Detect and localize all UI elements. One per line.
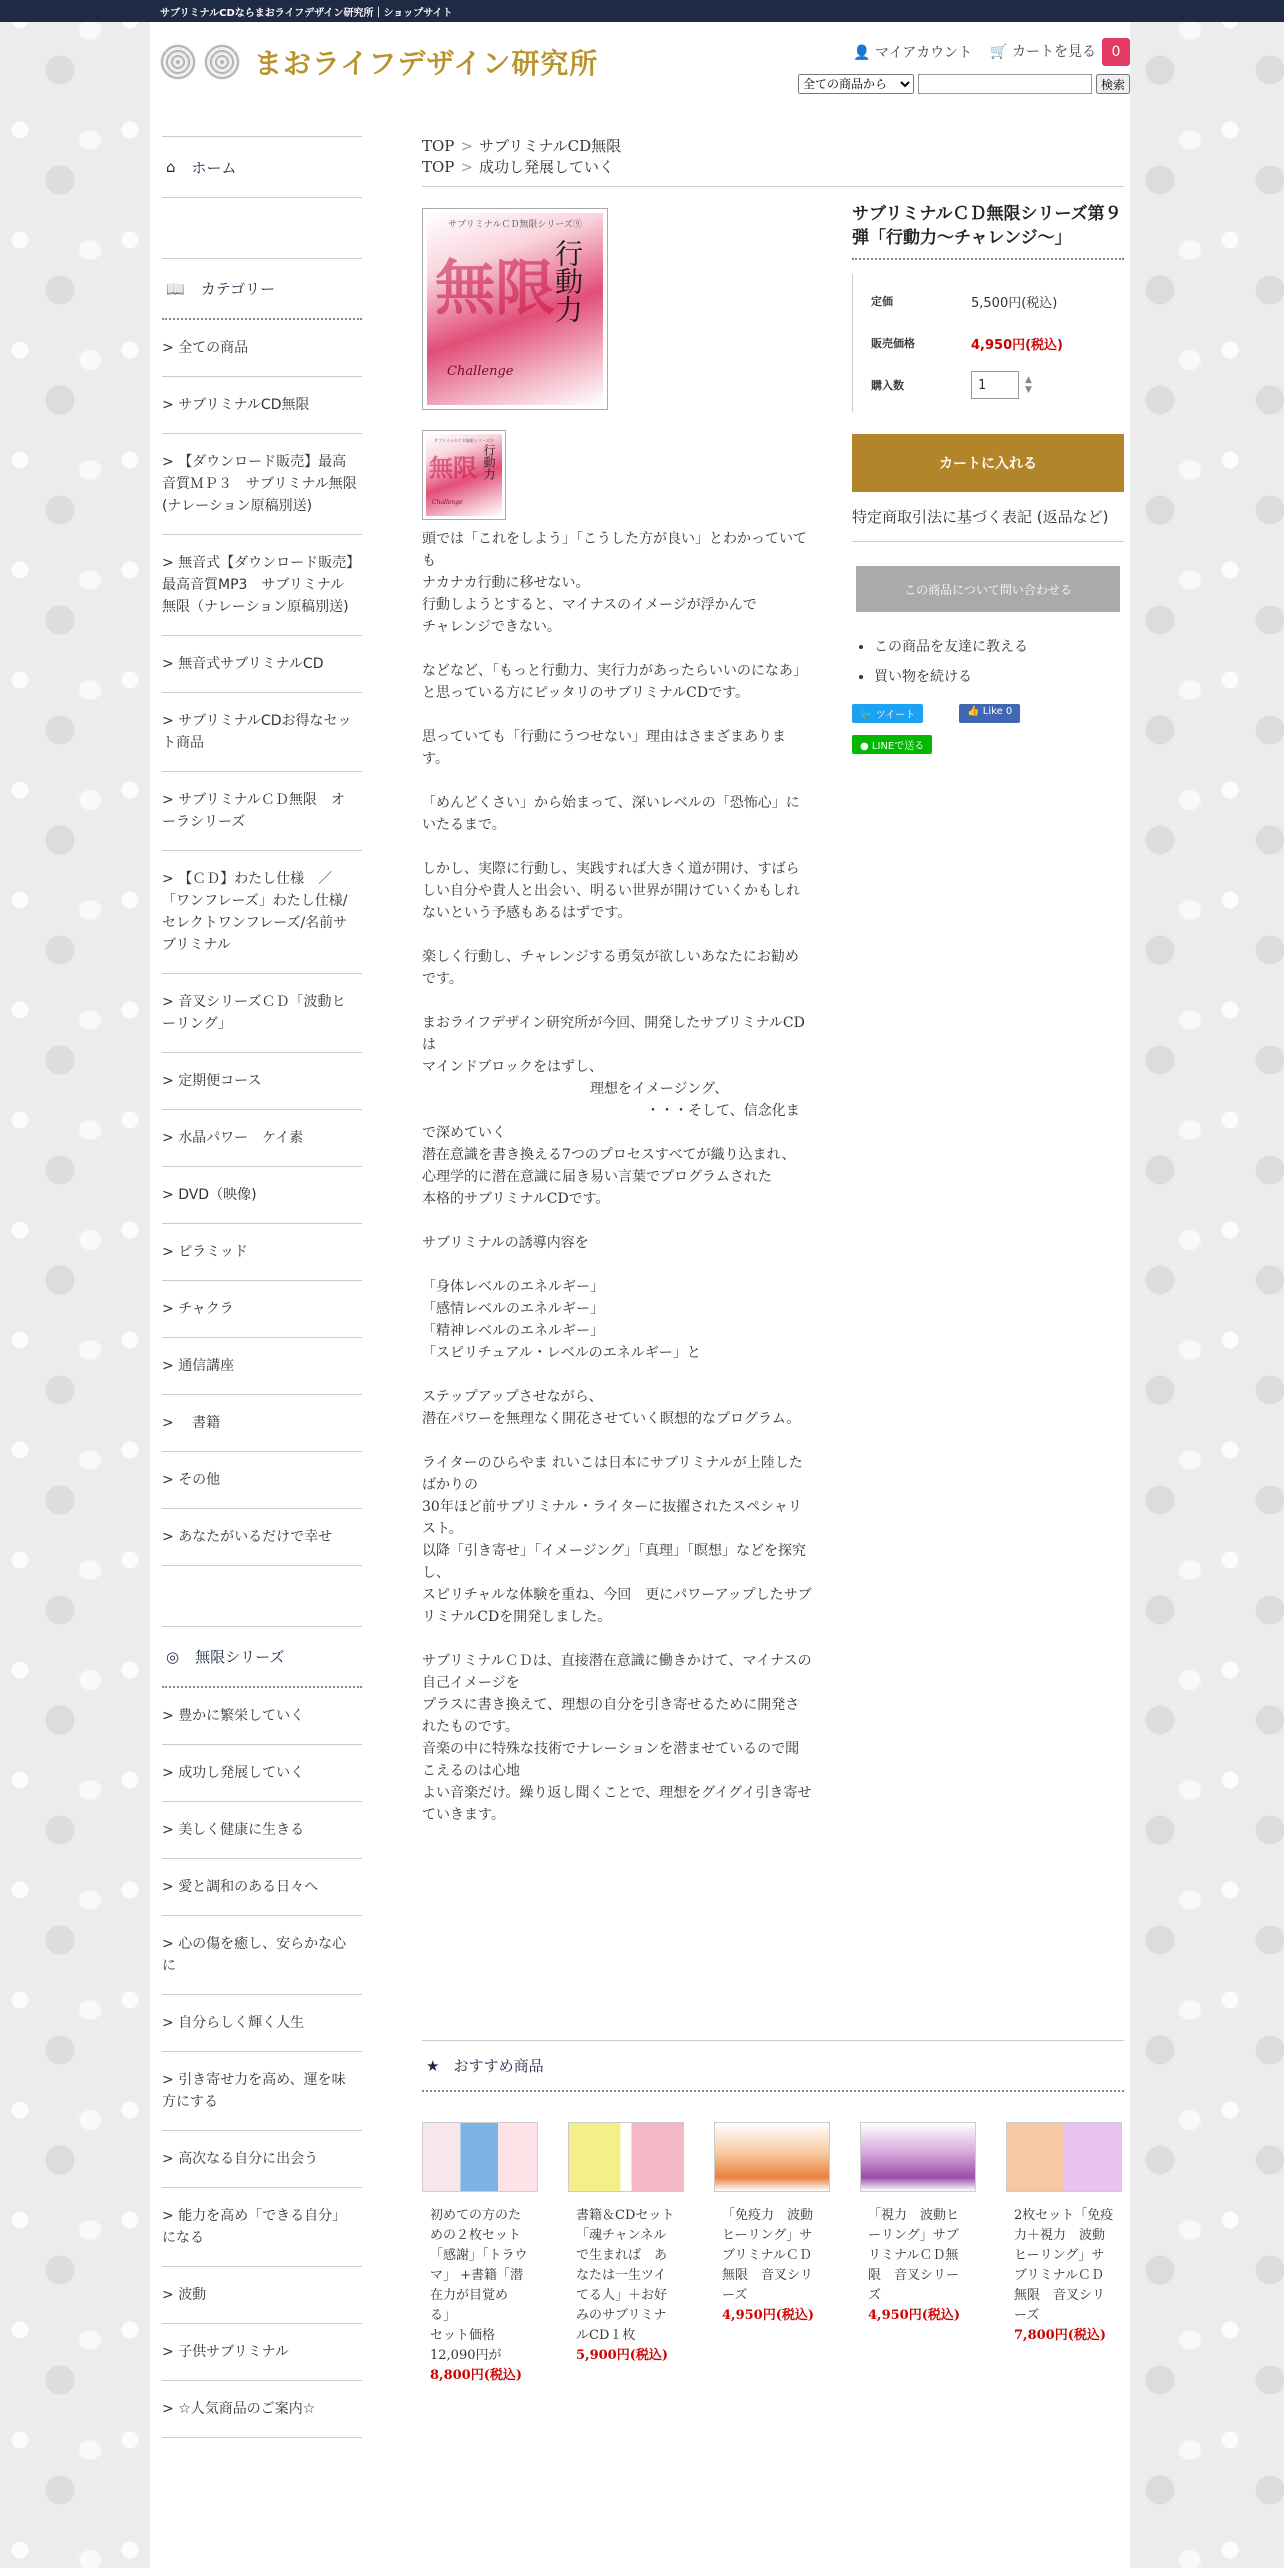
tell-friend-link[interactable]: • この商品を友達に教える xyxy=(874,632,1124,662)
sidebar-series-item[interactable]: > 自分らしく輝く人生 xyxy=(162,1995,362,2052)
breadcrumb-category-link[interactable]: 成功し発展していく xyxy=(478,158,614,176)
cart-icon: 🛒 xyxy=(990,44,1008,60)
cover-english-title: Challenge xyxy=(447,364,514,379)
product-main-image[interactable] xyxy=(422,208,608,410)
search-bar xyxy=(798,74,1130,94)
breadcrumb-top-link[interactable]: TOP xyxy=(422,137,455,155)
recommended-item-price: 4,950円(税込) xyxy=(868,2308,961,2323)
sidebar-series-item[interactable]: > 成功し発展していく xyxy=(162,1745,362,1802)
continue-shopping-link[interactable]: • 買い物を続ける xyxy=(874,662,1124,692)
sidebar-category-item[interactable]: > 無音式サブリミナルCD xyxy=(162,636,362,693)
breadcrumb-row xyxy=(422,157,1124,178)
sidebar-series-item[interactable]: > 愛と調和のある日々へ xyxy=(162,1859,362,1916)
recommended-item[interactable] xyxy=(1006,2122,1122,2386)
recommended-item-image[interactable] xyxy=(1006,2122,1122,2192)
search-input[interactable] xyxy=(918,74,1092,94)
sidebar xyxy=(162,136,368,2438)
home-icon: ⌂ xyxy=(166,158,176,176)
sidebar-category-item[interactable]: > 定期便コース xyxy=(162,1053,362,1110)
like-button[interactable] xyxy=(959,704,1020,723)
sale-price-row xyxy=(871,322,1124,364)
view-cart-link[interactable] xyxy=(990,38,1130,66)
spiral-icon: ◎ xyxy=(166,1647,180,1666)
breadcrumb-category-link[interactable]: サブリミナルCD無限 xyxy=(478,137,622,155)
sidebar-series-item[interactable]: > 引き寄せ力を高め、運を味方にする xyxy=(162,2052,362,2131)
list-price-value: 5,500円(税込) xyxy=(971,295,1058,311)
legal-notice-link[interactable]: 特定商取引法に基づく表記 (返品など) xyxy=(852,506,1124,542)
site-logo[interactable] xyxy=(160,42,598,82)
home-label: ホーム xyxy=(191,158,237,177)
recommended-heading-label: おすすめ商品 xyxy=(453,2057,544,2075)
add-to-cart-button[interactable]: カートに入れる xyxy=(852,434,1124,492)
sidebar-category-item[interactable]: > サブリミナルCD無限 xyxy=(162,377,362,434)
sidebar-category-item[interactable]: > サブリミナルＣＤ無限 オーラシリーズ xyxy=(162,772,362,851)
like-label: Like 0 xyxy=(982,706,1013,717)
cd-cover xyxy=(427,213,603,405)
sidebar-category-item[interactable]: > あなたがいるだけで幸せ xyxy=(162,1509,362,1566)
category-list xyxy=(162,320,368,1566)
recommended-item[interactable] xyxy=(860,2122,976,2386)
sidebar-category-item[interactable]: > チャクラ xyxy=(162,1281,362,1338)
series-heading xyxy=(162,1626,362,1688)
book-icon: 📖 xyxy=(166,279,185,298)
logo-text: まおライフデザイン研究所 xyxy=(254,47,599,80)
logo-spiral-icon xyxy=(204,44,240,80)
sidebar-category-item[interactable]: > 全ての商品 xyxy=(162,320,362,377)
breadcrumb-separator: > xyxy=(460,137,473,155)
recommended-item[interactable] xyxy=(568,2122,684,2386)
sidebar-category-item[interactable]: > 通信講座 xyxy=(162,1338,362,1395)
recommended-item[interactable] xyxy=(714,2122,830,2386)
cover-english-title: Challenge xyxy=(432,499,463,506)
cover-big-text: 無限 xyxy=(435,254,555,324)
social-buttons xyxy=(852,704,1124,723)
cover-vertical-title: 行動力 xyxy=(482,444,496,480)
quantity-stepper-icon[interactable]: ▲ ▼ xyxy=(1025,375,1032,395)
category-heading-label: カテゴリー xyxy=(200,280,276,298)
recommended-item-image[interactable] xyxy=(422,2122,538,2192)
recommended-item-name[interactable]: 「視力 波動ヒーリング」サブリミナルＣＤ無限 音叉シリーズ xyxy=(868,2208,960,2303)
sidebar-category-item[interactable]: > DVD（映像) xyxy=(162,1167,362,1224)
user-icon: 👤 xyxy=(853,45,871,61)
recommended-item-name[interactable]: 「免疫力 波動ヒーリング」サブリミナルＣＤ無限 音叉シリーズ xyxy=(722,2208,814,2303)
site-tagline: サブリミナルCDならまおライフデザイン研究所｜ショップサイト xyxy=(0,0,1284,22)
product-links xyxy=(852,632,1124,692)
list-price-label: 定価 xyxy=(871,295,893,308)
recommended-heading xyxy=(422,2040,1124,2092)
series-heading-label: 無限シリーズ xyxy=(195,1648,285,1666)
sidebar-category-item[interactable]: > 【ＣＤ】わたし仕様 ／「ワンフレーズ」わたし仕様/セレクトワンフレーズ/名前サブリミナル xyxy=(162,851,362,974)
recommended-item-name[interactable]: 初めての方のための２枚セット「感謝」「トラウマ」 +書籍「潜在力が目覚める」 セット価格 12,090円が xyxy=(430,2208,528,2363)
sidebar-category-item[interactable]: > 水晶パワー ケイ素 xyxy=(162,1110,362,1167)
recommended-item-price: 7,800円(税込) xyxy=(1014,2328,1107,2343)
star-icon: ★ xyxy=(426,2056,440,2075)
breadcrumb-separator: > xyxy=(460,158,473,176)
sidebar-category-item[interactable]: > サブリミナルCDお得なセット商品 xyxy=(162,693,362,772)
category-heading xyxy=(162,258,362,320)
recommended-section xyxy=(422,2040,1124,2386)
recommended-item[interactable] xyxy=(422,2122,538,2386)
breadcrumb-row xyxy=(422,136,1124,157)
recommended-grid xyxy=(422,2122,1124,2386)
sidebar-category-item[interactable]: > 書籍 xyxy=(162,1395,362,1452)
recommended-item-price: 5,900円(税込) xyxy=(576,2348,669,2363)
recommended-item-image[interactable] xyxy=(860,2122,976,2192)
search-scope-select[interactable] xyxy=(798,74,914,94)
quantity-label: 購入数 xyxy=(871,379,904,392)
page-container xyxy=(150,22,1130,2568)
sidebar-series-item[interactable]: > 美しく健康に生きる xyxy=(162,1802,362,1859)
cover-series-label: サブリミナルＣＤ無限シリーズ⑨ xyxy=(434,438,494,443)
inquiry-button[interactable]: この商品について問い合わせる xyxy=(856,566,1120,612)
my-account-link[interactable] xyxy=(853,42,972,62)
recommended-item-price: 4,950円(税込) xyxy=(722,2308,815,2323)
sale-price-value: 4,950円(税込) xyxy=(971,337,1064,353)
recommended-item-name[interactable]: 2枚セット「免疫力＋視力 波動ヒーリング」サブリミナルＣＤ無限 音叉シリーズ xyxy=(1014,2208,1114,2323)
sidebar-series-item[interactable]: > 豊かに繁栄していく xyxy=(162,1688,362,1745)
price-table xyxy=(852,274,1124,412)
sidebar-category-item[interactable]: > 音叉シリーズＣＤ「波動ヒーリング」 xyxy=(162,974,362,1053)
sidebar-category-item[interactable]: > 無音式【ダウンロード販売】 最高音質MP3 サブリミナル無限（ナレーション原稿別送) xyxy=(162,535,362,636)
quantity-row xyxy=(871,364,1124,406)
cd-cover-thumb xyxy=(426,434,502,516)
breadcrumb xyxy=(422,136,1124,187)
product-thumbnail[interactable] xyxy=(422,430,506,520)
sidebar-series-item[interactable]: > 子供サブリミナル xyxy=(162,2324,362,2381)
product-description xyxy=(422,528,812,1826)
my-account-label: マイアカウント xyxy=(874,45,973,61)
facebook-like-icon: 👍 xyxy=(967,706,980,717)
twitter-icon: 🐦 xyxy=(860,710,873,721)
sale-price-label: 販売価格 xyxy=(871,337,915,350)
recommended-item-name[interactable]: 書籍＆CDセット「魂チャンネルで生まれば あなたは一生ツイてる人」＋お好みのサブリミナルCD１枚 xyxy=(576,2208,675,2343)
cart-count-badge: 0 xyxy=(1102,38,1130,66)
line-icon: ● xyxy=(860,741,869,752)
breadcrumb-top-link[interactable]: TOP xyxy=(422,158,455,176)
tweet-button[interactable] xyxy=(852,704,923,723)
recommended-item-image[interactable] xyxy=(568,2122,684,2192)
sidebar-category-item[interactable]: > その他 xyxy=(162,1452,362,1509)
product-title: サブリミナルＣＤ無限シリーズ第９弾「行動力～チャレンジ～」 xyxy=(852,202,1124,260)
description-text: 頭では「これをしよう」「こうした方が良い」とわかっていても ナカナカ行動に移せない。 行動しようとすると、マイナスのイメージが浮かんで チャレンジできない。 などなど、「もっと行動力、実行力があったらいいのになあ」 と思っている方にピッタリのサブリミナルCDです。 思っていても「行動にうつせない」理由はさまざまあります。 「めんどくさい」から始まって、深いレベルの「恐怖心」にいたるまで。 しかし、実際に行動し、実践すれば大きく道が開け、すばらしい自分や貴人と出会い、明るい世界が開けていくかもしれないという予感もあるはずです。 楽しく行動し、チャレンジする勇気が欲しいあなたにお勧めです。 まおライフデザイン研究所が今回、開発したサブリミナルCDは マインドブロックをはずし、 理想をイメージング、 ・・・そして、信念化まで深めていく 潜在意識を書き換える7つのプロセスすべてが織り込まれ、 心理学的に潜在意識に届き易い言葉でプログラムされた 本格的サブリミナルCDです。 サブリミナルの誘導内容を 「身体レベルのエネルギー」 「感情レベルのエネルギー」 「精神レベルのエネルギー」 「スピリチュアル・レベルのエネルギー」と ステップアップさせながら、 潜在パワーを無理なく開花させていく瞑想的なプログラム。 ライターのひらやま れいこは日本にサブリミナルが上陸したばかりの 30年ほど前サブリミナル・ライターに抜擢されたスペシャリスト。 以降「引き寄せ」「イメージング」「真理」「瞑想」などを探究し、 スピリチャルな体験を重ね、今回 更にパワーアップしたサブリミナルCDを開発しました。 サブリミナルＣＤは、直接潜在意識に働きかけて、マイナスの自己イメージを プラスに書き換えて、理想の自分を引き寄せるために開発されたものです。 音楽の中に特殊な技術でナレーションを潜ませているので聞こえるのは心地 よい音楽だけ。繰り返し聞くことで、理想をグイグイ引き寄せていきます。 xyxy=(422,531,812,1823)
sidebar-series-item[interactable]: > 高次なる自分に出会う xyxy=(162,2131,362,2188)
recommended-item-price: 8,800円(税込) xyxy=(430,2368,523,2383)
sidebar-series-item[interactable]: > 能力を高め「できる自分」になる xyxy=(162,2188,362,2267)
sidebar-series-item[interactable]: > 波動 xyxy=(162,2267,362,2324)
sidebar-home[interactable] xyxy=(162,136,362,198)
view-cart-label: カートを見る xyxy=(1012,44,1096,60)
tweet-label: ツイート xyxy=(875,710,916,721)
series-list xyxy=(162,1688,362,2438)
line-label: LINEで送る xyxy=(871,741,925,752)
quantity-input[interactable]: 1 xyxy=(971,371,1019,399)
purchase-panel xyxy=(852,202,1124,754)
sidebar-category-item[interactable]: > ピラミッド xyxy=(162,1224,362,1281)
line-share-button[interactable] xyxy=(852,735,932,754)
sidebar-series-item[interactable]: > 心の傷を癒し、安らかな心に xyxy=(162,1916,362,1995)
recommended-item-image[interactable] xyxy=(714,2122,830,2192)
header-links xyxy=(853,38,1130,66)
sidebar-category-item[interactable]: > 【ダウンロード販売】最高音質ＭＰ３ サブリミナル無限(ナレーション原稿別送) xyxy=(162,434,362,535)
list-price-row xyxy=(871,280,1124,322)
logo-spiral-icon xyxy=(160,44,196,80)
cover-big-text: 無限 xyxy=(429,453,477,482)
cover-series-label: サブリミナルＣＤ無限シリーズ⑨ xyxy=(448,220,582,230)
sidebar-series-item[interactable]: > ☆人気商品のご案内☆ xyxy=(162,2381,362,2438)
search-button[interactable]: 検索 xyxy=(1096,74,1130,94)
cover-vertical-title: 行動力 xyxy=(551,239,584,323)
